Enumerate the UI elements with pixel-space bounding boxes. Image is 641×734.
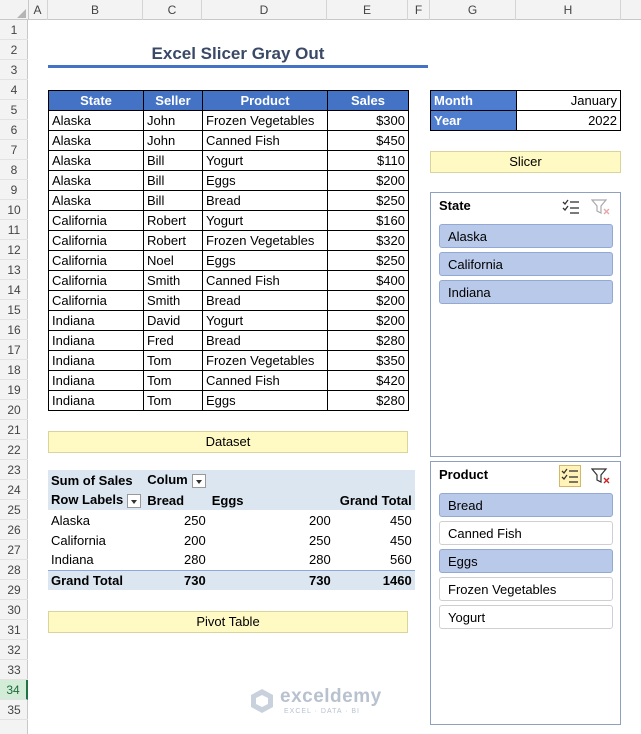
pivot-col-bread: Bread	[147, 492, 185, 508]
row-header-34[interactable]: 34	[0, 680, 28, 700]
cell-sales[interactable]: $200	[328, 291, 409, 311]
pivot-value[interactable]: 200	[309, 512, 331, 528]
cell-seller[interactable]: Fred	[144, 331, 203, 351]
pivot-table	[48, 470, 415, 590]
product-slicer-title: Product	[439, 467, 489, 482]
row-header-11[interactable]: 11	[0, 220, 28, 240]
cell-state[interactable]: Alaska	[49, 151, 144, 171]
slicer-item-eggs[interactable]: Eggs	[439, 549, 613, 573]
cell-state[interactable]: Alaska	[49, 171, 144, 191]
pivot-value[interactable]: 250	[184, 512, 206, 528]
dataset-row	[49, 351, 409, 371]
multi-select-icon[interactable]	[561, 198, 581, 216]
month-value[interactable]: January	[517, 91, 621, 111]
cell-seller[interactable]: John	[144, 111, 203, 131]
cell-seller[interactable]: Smith	[144, 271, 203, 291]
pivot-value[interactable]: 250	[309, 532, 331, 548]
pivot-row	[48, 510, 415, 530]
dataset-row	[49, 111, 409, 131]
row-header-35[interactable]: 35	[0, 700, 28, 720]
column-header-a[interactable]: A	[28, 0, 48, 20]
select-all-corner[interactable]	[0, 0, 29, 20]
row-header-bar	[0, 20, 28, 734]
dataset-row	[49, 191, 409, 211]
month-label: Month	[431, 91, 517, 111]
pivot-total-grand: 1460	[382, 572, 412, 588]
cell-state[interactable]: Indiana	[49, 351, 144, 371]
row-header-22[interactable]: 22	[0, 440, 28, 460]
dataset-row	[49, 291, 409, 311]
column-header-h[interactable]: H	[516, 0, 621, 20]
cell-sales[interactable]: $450	[328, 131, 409, 151]
cell-sales[interactable]: $280	[328, 331, 409, 351]
row-header-20[interactable]: 20	[0, 400, 28, 420]
row-header-24[interactable]: 24	[0, 480, 28, 500]
cell-state[interactable]: California	[49, 211, 144, 231]
cell-product[interactable]: Canned Fish	[203, 371, 328, 391]
column-header-b[interactable]: B	[48, 0, 143, 20]
row-header-33[interactable]: 33	[0, 660, 28, 680]
pivot-row-label[interactable]: California	[51, 532, 106, 548]
pivot-value[interactable]: 560	[390, 552, 412, 568]
pivot-total-eggs: 730	[309, 572, 331, 588]
cell-sales[interactable]: $420	[328, 371, 409, 391]
month-year-table	[430, 90, 621, 131]
cell-sales[interactable]: $350	[328, 351, 409, 371]
cell-state[interactable]: Indiana	[49, 371, 144, 391]
slicer-item-california[interactable]: California	[439, 252, 613, 276]
cell-sales[interactable]: $320	[328, 231, 409, 251]
pivot-col-eggs: Eggs	[211, 492, 244, 508]
cell-sales[interactable]: $250	[328, 191, 409, 211]
product-slicer	[430, 461, 621, 725]
cell-seller[interactable]: David	[144, 311, 203, 331]
cell-state[interactable]: Indiana	[49, 311, 144, 331]
row-header-8[interactable]: 8	[0, 160, 28, 180]
row-header-9[interactable]: 9	[0, 180, 28, 200]
row-header-23[interactable]: 23	[0, 460, 28, 480]
cell-sales[interactable]: $200	[328, 171, 409, 191]
cell-seller[interactable]: Smith	[144, 291, 203, 311]
dataset-row	[49, 331, 409, 351]
cell-seller[interactable]: Tom	[144, 371, 203, 391]
column-header-e[interactable]: E	[327, 0, 408, 20]
row-header-31[interactable]: 31	[0, 620, 28, 640]
pivot-row	[48, 550, 415, 570]
column-header-c[interactable]: C	[143, 0, 202, 20]
header-state: State	[49, 91, 144, 111]
row-header-29[interactable]: 29	[0, 580, 28, 600]
dataset-row	[49, 251, 409, 271]
cell-sales[interactable]: $250	[328, 251, 409, 271]
pivot-value[interactable]: 200	[184, 532, 206, 548]
cell-sales[interactable]: $200	[328, 311, 409, 331]
row-header-18[interactable]: 18	[0, 360, 28, 380]
pivot-column-label-text: Colum	[147, 472, 188, 488]
cell-seller[interactable]: Robert	[144, 231, 203, 251]
logo-tagline: EXCEL · DATA · BI	[284, 708, 360, 715]
cell-state[interactable]: California	[49, 291, 144, 311]
row-header-2[interactable]: 2	[0, 40, 28, 60]
pivot-value[interactable]: 280	[309, 552, 331, 568]
pivot-row-labels-text: Row Labels	[51, 492, 124, 508]
cell-seller[interactable]: Robert	[144, 211, 203, 231]
pivot-value[interactable]: 450	[390, 532, 412, 548]
cell-product[interactable]: Frozen Vegetables	[203, 111, 328, 131]
cell-sales[interactable]: $400	[328, 271, 409, 291]
row-header-21[interactable]: 21	[0, 420, 28, 440]
filter-dropdown-icon[interactable]	[192, 474, 206, 488]
cell-seller[interactable]: Bill	[144, 171, 203, 191]
pivot-col-grand-total: Grand Total	[339, 492, 412, 508]
cell-product[interactable]: Bread	[203, 331, 328, 351]
slicer-label: Slicer	[430, 151, 621, 173]
cell-seller[interactable]: Tom	[144, 351, 203, 371]
row-header-5[interactable]: 5	[0, 100, 28, 120]
pivot-top-header	[48, 470, 415, 490]
cell-product[interactable]: Canned Fish	[203, 131, 328, 151]
cell-seller[interactable]: John	[144, 131, 203, 151]
state-slicer	[430, 192, 621, 457]
row-header-13[interactable]: 13	[0, 260, 28, 280]
cell-state[interactable]: California	[49, 271, 144, 291]
row-labels-dropdown-icon[interactable]	[127, 494, 141, 508]
slicer-item-frozen-vegetables[interactable]: Frozen Vegetables	[439, 577, 613, 601]
row-header-16[interactable]: 16	[0, 320, 28, 340]
pivot-grand-total-row	[48, 570, 415, 590]
dataset-label: Dataset	[48, 431, 408, 453]
dataset-row	[49, 371, 409, 391]
row-header-26[interactable]: 26	[0, 520, 28, 540]
row-header-14[interactable]: 14	[0, 280, 28, 300]
cell-product[interactable]: Frozen Vegetables	[203, 231, 328, 251]
cell-state[interactable]: Indiana	[49, 331, 144, 351]
row-header-28[interactable]: 28	[0, 560, 28, 580]
pivot-total-label: Grand Total	[51, 572, 123, 588]
year-label: Year	[431, 111, 517, 131]
cell-product[interactable]: Eggs	[203, 391, 328, 411]
dataset-row	[49, 271, 409, 291]
column-header-d[interactable]: D	[202, 0, 327, 20]
row-header-25[interactable]: 25	[0, 500, 28, 520]
cell-product[interactable]: Canned Fish	[203, 271, 328, 291]
cell-sales[interactable]: $110	[328, 151, 409, 171]
pivot-column-header-row	[48, 490, 415, 510]
cell-product[interactable]: Yogurt	[203, 211, 328, 231]
cell-product[interactable]: Frozen Vegetables	[203, 351, 328, 371]
cell-seller[interactable]: Bill	[144, 191, 203, 211]
clear-filter-icon[interactable]	[591, 467, 611, 485]
cell-sales[interactable]: $160	[328, 211, 409, 231]
cell-product[interactable]: Yogurt	[203, 151, 328, 171]
cell-product[interactable]: Eggs	[203, 171, 328, 191]
cell-state[interactable]: Alaska	[49, 131, 144, 151]
dataset-row	[49, 151, 409, 171]
row-header-19[interactable]: 19	[0, 380, 28, 400]
pivot-total-bread: 730	[184, 572, 206, 588]
pivot-value[interactable]: 280	[184, 552, 206, 568]
column-header-g[interactable]: G	[430, 0, 516, 20]
row-header-6[interactable]: 6	[0, 120, 28, 140]
multi-select-icon-active[interactable]	[559, 465, 581, 487]
row-header-12[interactable]: 12	[0, 240, 28, 260]
row-header-3[interactable]: 3	[0, 60, 28, 80]
cell-seller[interactable]: Tom	[144, 391, 203, 411]
cell-product[interactable]: Eggs	[203, 251, 328, 271]
row-header-4[interactable]: 4	[0, 80, 28, 100]
cell-product[interactable]: Bread	[203, 291, 328, 311]
cell-seller[interactable]: Noel	[144, 251, 203, 271]
header-sales: Sales	[328, 91, 409, 111]
slicer-item-alaska[interactable]: Alaska	[439, 224, 613, 248]
pivot-values-label: Sum of Sales	[51, 472, 133, 488]
cell-product[interactable]: Yogurt	[203, 311, 328, 331]
dataset-row	[49, 211, 409, 231]
cell-sales[interactable]: $300	[328, 111, 409, 131]
row-header-15[interactable]: 15	[0, 300, 28, 320]
dataset-row	[49, 231, 409, 251]
pivot-value[interactable]: 450	[390, 512, 412, 528]
cell-state[interactable]: Alaska	[49, 191, 144, 211]
dataset-table	[48, 90, 409, 411]
slicer-item-canned-fish[interactable]: Canned Fish	[439, 521, 613, 545]
year-value[interactable]: 2022	[517, 111, 621, 131]
exceldemy-logo	[248, 685, 398, 719]
row-header-30[interactable]: 30	[0, 600, 28, 620]
pivot-table-label: Pivot Table	[48, 611, 408, 633]
dataset-row	[49, 311, 409, 331]
column-header-bar	[0, 0, 641, 20]
dataset-row	[49, 391, 409, 411]
dataset-row	[49, 171, 409, 191]
column-header-f[interactable]: F	[408, 0, 430, 20]
dataset-row	[49, 131, 409, 151]
cell-product[interactable]: Bread	[203, 191, 328, 211]
cell-seller[interactable]: Bill	[144, 151, 203, 171]
logo-name: exceldemy	[280, 686, 382, 707]
state-slicer-title: State	[439, 198, 471, 213]
cell-state[interactable]: Alaska	[49, 111, 144, 131]
row-header-17[interactable]: 17	[0, 340, 28, 360]
sheet-title: Excel Slicer Gray Out	[48, 44, 428, 68]
cell-state[interactable]: Indiana	[49, 391, 144, 411]
cell-state[interactable]: California	[49, 231, 144, 251]
row-header-32[interactable]: 32	[0, 640, 28, 660]
pivot-row	[48, 530, 415, 550]
clear-filter-icon-disabled[interactable]	[591, 198, 611, 216]
pivot-row-labels[interactable]	[48, 490, 144, 510]
slicer-item-indiana[interactable]: Indiana	[439, 280, 613, 304]
row-header-27[interactable]: 27	[0, 540, 28, 560]
row-header-10[interactable]: 10	[0, 200, 28, 220]
header-product: Product	[203, 91, 328, 111]
header-seller: Seller	[144, 91, 203, 111]
cell-sales[interactable]: $280	[328, 391, 409, 411]
row-header-1[interactable]: 1	[0, 20, 28, 40]
pivot-column-labels[interactable]	[144, 470, 208, 490]
pivot-row-label[interactable]: Alaska	[51, 512, 91, 528]
row-header-7[interactable]: 7	[0, 140, 28, 160]
slicer-item-bread[interactable]: Bread	[439, 493, 613, 517]
cell-state[interactable]: California	[49, 251, 144, 271]
pivot-row-label[interactable]: Indiana	[51, 552, 94, 568]
slicer-item-yogurt[interactable]: Yogurt	[439, 605, 613, 629]
exceldemy-logo-icon	[248, 687, 276, 715]
